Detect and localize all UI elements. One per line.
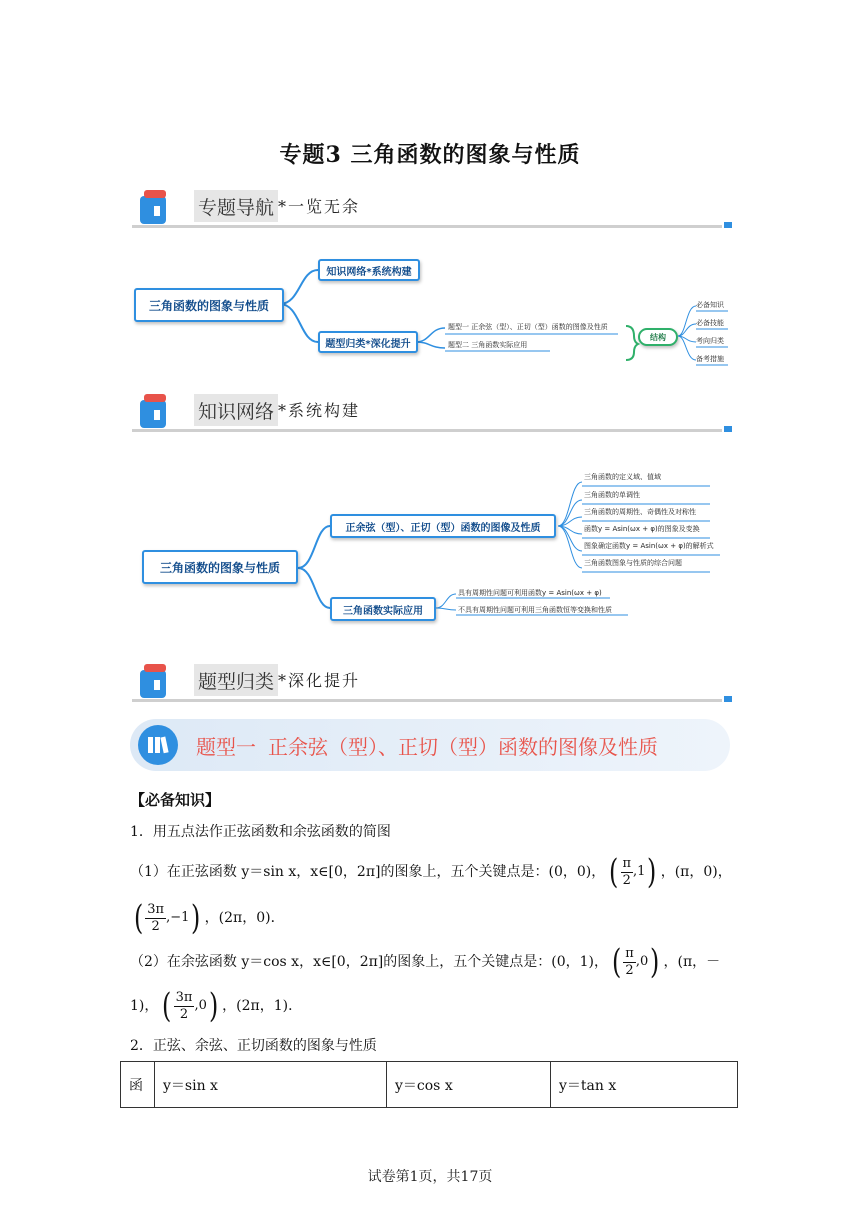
section-label: 题型归类 xyxy=(194,664,278,696)
divider xyxy=(132,699,722,702)
mindmap-root: 三角函数的图象与性质 xyxy=(134,288,284,322)
divider-mark xyxy=(724,222,732,228)
mindmap-item: 必备知识 xyxy=(696,301,724,309)
paragraph-sine-points: （1）在正弦函数 y＝sin x，x∈[0，2π]的图象上，五个关键点是：(0，0)， ( $\frac{\pi}{2}$ ,1 ) ，(π，0)， xyxy=(130,852,732,892)
section-sublabel: *系统构建 xyxy=(278,401,361,420)
paragraph: 2．正弦、余弦、正切函数的图象与性质 xyxy=(130,1038,377,1054)
mindmap-structure: 结构 xyxy=(638,328,678,346)
mindmap-item: 备考措施 xyxy=(696,355,724,363)
point-pi-over-2: ( $\frac{\pi}{2}$ ,1 ) xyxy=(609,852,657,892)
table-cell: y＝cos x xyxy=(387,1062,551,1108)
navigation-mindmap xyxy=(130,250,730,370)
divider-mark xyxy=(724,426,732,432)
function-table xyxy=(120,1061,738,1108)
divider xyxy=(132,225,722,228)
page-footer: 试卷第1页，共17页 xyxy=(367,1169,493,1185)
point-pi-over-2: ( $\frac{\pi}{2}$ ,0 ) xyxy=(612,942,660,982)
knowledge-mindmap xyxy=(130,460,730,626)
paragraph-cosine-points-cont: 1)， ( $\frac{3\pi}{2}$ ,0 ) ，(2π，1)． xyxy=(130,986,303,1026)
section-sublabel: *一览无余 xyxy=(278,197,361,216)
mindmap-leaf: 图象确定函数y = Asin(ωx + φ)的解析式 xyxy=(584,542,714,550)
point-3pi-over-2: ( $\frac{3\pi}{2}$ ,−1 ) xyxy=(133,898,201,938)
section-sublabel: *深化提升 xyxy=(278,671,361,690)
paragraph-cosine-points: （2）在余弦函数 y＝cos x，x∈[0，2π]的图象上，五个关键点是：(0，1)， ( $\frac{\pi}{2}$ ,0 ) ，(π，－ xyxy=(130,942,721,982)
mindmap-leaf: 具有周期性问题可利用函数y = Asin(ωx + φ) xyxy=(458,589,602,597)
mindmap-branch-functions: 正余弦（型）、正切（型）函数的图像及性质 xyxy=(330,514,556,538)
point-3pi-over-2: ( $\frac{3\pi}{2}$ ,0 ) xyxy=(162,986,219,1026)
book-icon xyxy=(132,388,176,432)
mindmap-item: 必备技能 xyxy=(696,319,724,327)
type-banner xyxy=(130,719,730,771)
book-icon xyxy=(132,658,176,702)
section-header-nav xyxy=(128,180,732,232)
mindmap-leaf: 三角函数的周期性、奇偶性及对称性 xyxy=(584,508,696,516)
table-row xyxy=(121,1062,738,1108)
books-icon xyxy=(138,725,178,765)
mindmap-leaf: 函数y = Asin(ωx + φ)的图象及变换 xyxy=(584,525,700,533)
mindmap-leaf: 三角函数的定义域、值域 xyxy=(584,473,661,481)
mindmap-leaf: 三角函数图象与性质的综合问题 xyxy=(584,559,682,567)
divider xyxy=(132,429,722,432)
mindmap-branch-network: 知识网络*系统构建 xyxy=(318,259,420,281)
table-cell: 函 xyxy=(121,1062,155,1108)
paragraph-sine-points-cont: ( $\frac{3\pi}{2}$ ,−1 ) ，(2π，0)． xyxy=(133,898,285,938)
section-header-types xyxy=(128,654,732,706)
table-cell: y＝tan x xyxy=(551,1062,738,1108)
table-cell: y＝sin x xyxy=(155,1062,387,1108)
section-label: 专题导航 xyxy=(194,190,278,222)
banner-title: 题型一 正余弦（型）、正切（型）函数的图像及性质 xyxy=(196,735,658,759)
book-icon xyxy=(132,184,176,228)
mindmap-type-1: 题型一 正余弦（型）、正切（型）函数的图像及性质 xyxy=(448,323,608,331)
section-header-network xyxy=(128,384,732,436)
mindmap-branch-applications: 三角函数实际应用 xyxy=(330,597,436,621)
mindmap-type-2: 题型二 三角函数实际应用 xyxy=(448,341,528,349)
mindmap-leaf: 三角函数的单调性 xyxy=(584,491,640,499)
knowledge-heading: 【必备知识】 xyxy=(130,791,221,809)
mindmap-item: 考向归类 xyxy=(696,337,724,345)
mindmap-root: 三角函数的图象与性质 xyxy=(142,550,298,584)
page-title: 专题3 三角函数的图象与性质 xyxy=(279,142,581,168)
mindmap-branch-types: 题型归类*深化提升 xyxy=(318,331,418,353)
section-label: 知识网络 xyxy=(194,394,278,426)
paragraph: 1．用五点法作正弦函数和余弦函数的简图 xyxy=(130,824,391,840)
divider-mark xyxy=(724,696,732,702)
mindmap-leaf: 不具有周期性问题可利用三角函数恒等变换和性质 xyxy=(458,606,612,614)
